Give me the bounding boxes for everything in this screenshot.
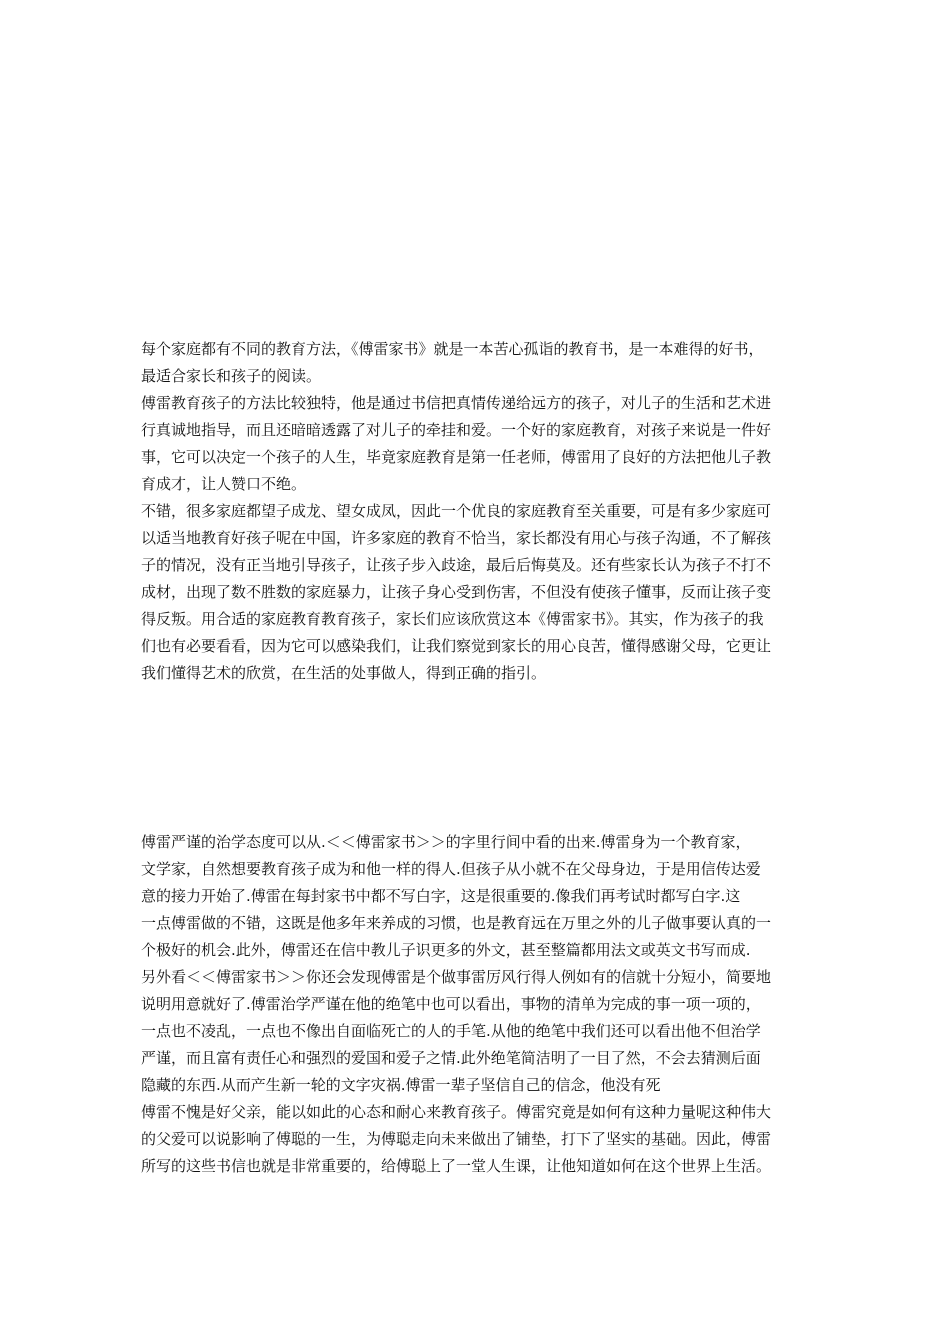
text-line: 以适当地教育好孩子呢在中国，许多家庭的教育不恰当，家长都没有用心与孩子沟通，不了解孩 [141,529,772,547]
text-line: 傅雷严谨的治学态度可以从.＜＜傅雷家书＞＞的字里行间中看的出来.傅雷身为一个教育家， [141,833,751,851]
text-line: 说明用意就好了.傅雷治学严谨在他的绝笔中也可以看出，事物的清单为完成的事一项一项的， [141,995,761,1013]
text-line: 个极好的机会.此外，傅雷还在信中教儿子识更多的外文，甚至整篇都用法文或英文书写而成. [141,941,751,959]
text-line: 一点傅雷做的不错，这既是他多年来养成的习惯，也是教育远在万里之外的儿子做事要认真的一 [141,914,772,932]
text-line: 育成才，让人赞口不绝。 [141,475,307,493]
text-line: 所写的这些书信也就是非常重要的，给傅聪上了一堂人生课，让他知道如何在这个世界上生活。 [141,1157,772,1175]
essay-section-2 [141,829,816,1180]
text-line: 傅雷教育孩子的方法比较独特，他是通过书信把真情传递给远方的孩子，对儿子的生活和艺术进 [141,394,772,412]
text-line: 得反叛。用合适的家庭教育教育孩子，家长们应该欣赏这本《傅雷家书》。其实，作为孩子的我 [141,610,764,628]
essay-section-1 [141,336,816,687]
text-line: 最适合家长和孩子的阅读。 [141,367,322,385]
text-line: 我们懂得艺术的欣赏，在生活的处事做人，得到正确的指引。 [141,664,547,682]
text-line: 隐藏的东西.从而产生新一轮的文字灾祸.傅雷一辈子坚信自己的信念，他没有死 [141,1076,661,1094]
text-line: 每个家庭都有不同的教育方法，《傅雷家书》就是一本苦心孤诣的教育书，是一本难得的好书， [141,340,764,358]
text-line: 严谨，而且富有责任心和强烈的爱国和爱子之情.此外绝笔简洁明了一目了然，不会去猜测后面 [141,1049,761,1067]
text-line: 文学家，自然想要教育孩子成为和他一样的得人.但孩子从小就不在父母身边，于是用信传达爱 [141,860,761,878]
text-line: 一点也不凌乱，一点也不像出自面临死亡的人的手笔.从他的绝笔中我们还可以看出他不但治学 [141,1022,761,1040]
text-line: 子的情况，没有正当地引导孩子，让孩子步入歧途，最后后悔莫及。还有些家长认为孩子不打不 [141,556,772,574]
text-line: 意的接力开始了.傅雷在每封家书中都不写白字，这是很重要的.像我们再考试时都写白字.这 [141,887,741,905]
text-line: 们也有必要看看，因为它可以感染我们，让我们察觉到家长的用心良苦，懂得感谢父母，它更让 [141,637,772,655]
text-line: 的父爱可以说影响了傅聪的一生，为傅聪走向未来做出了铺垫，打下了坚实的基础。因此，傅雷 [141,1130,772,1148]
text-line: 不错，很多家庭都望子成龙、望女成凤，因此一个优良的家庭教育至关重要，可是有多少家庭可 [141,502,772,520]
text-line: 事，它可以决定一个孩子的人生，毕竟家庭教育是第一任老师，傅雷用了良好的方法把他儿子教 [141,448,772,466]
text-line: 成材，出现了数不胜数的家庭暴力，让孩子身心受到伤害，不但没有使孩子懂事，反而让孩子变 [141,583,772,601]
text-line: 另外看＜＜傅雷家书＞＞你还会发现傅雷是个做事雷厉风行得人例如有的信就十分短小，简要地 [141,968,772,986]
text-line: 傅雷不愧是好父亲，能以如此的心态和耐心来教育孩子。傅雷究竟是如何有这种力量呢这种伟大 [141,1103,772,1121]
text-line: 行真诚地指导，而且还暗暗透露了对儿子的牵挂和爱。一个好的家庭教育，对孩子来说是一件好 [141,421,772,439]
